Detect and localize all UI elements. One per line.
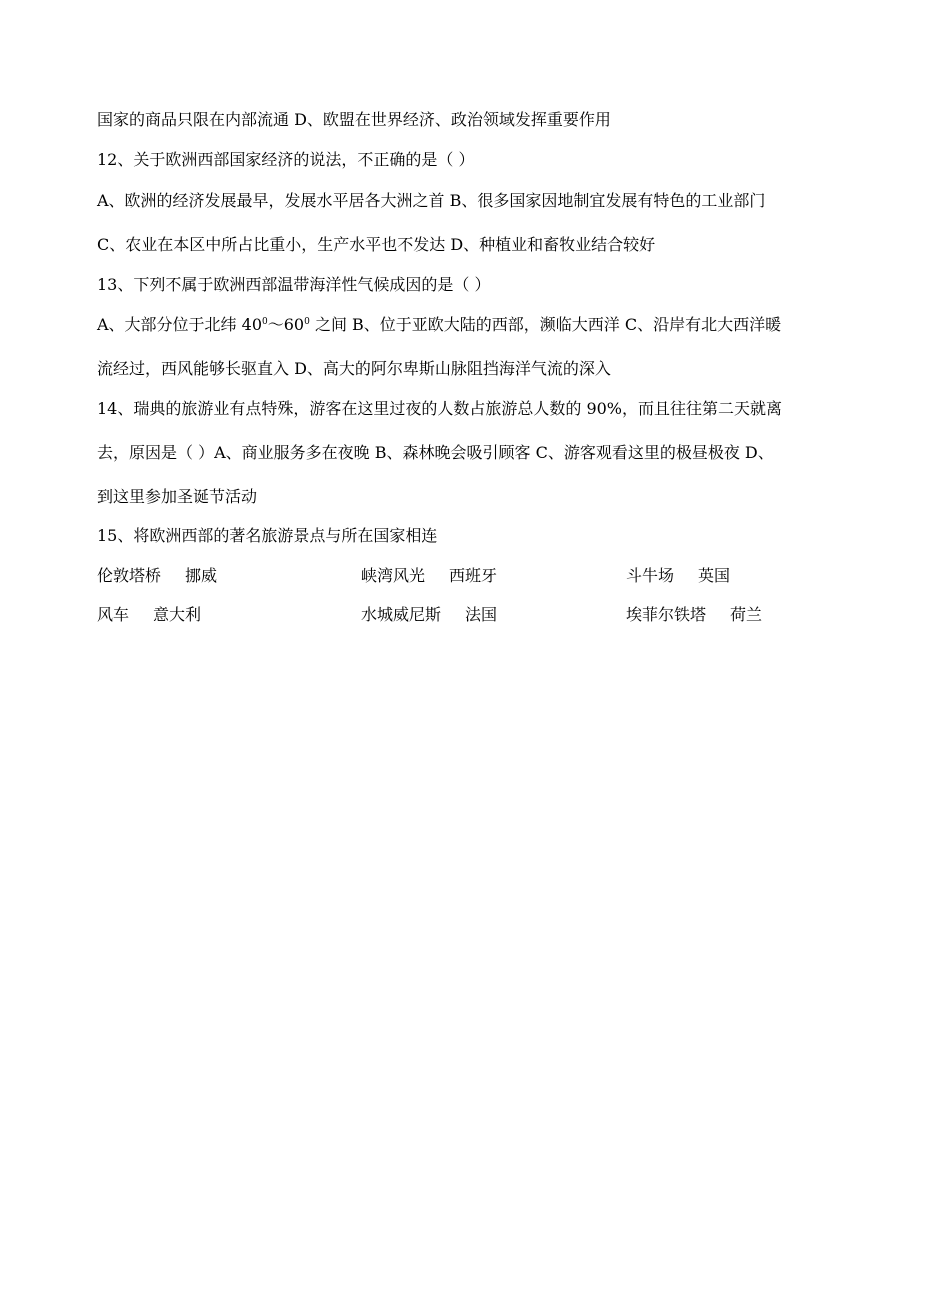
question-14-options-cont: 到这里参加圣诞节活动 <box>97 487 258 506</box>
q13-part3: 之间 B、位于亚欧大陆的西部，濒临大西洋 C、沿岸有北大西洋暖 <box>309 315 782 334</box>
match-pair <box>97 566 217 586</box>
attraction-label: 埃菲尔铁塔 <box>626 605 707 624</box>
question-13-options-line1 <box>97 315 781 335</box>
question-12-options-cd: C、农业在本区中所占比重小，生产水平也不发达 D、种植业和畜牧业结合较好 <box>97 235 656 254</box>
match-pair <box>97 605 201 625</box>
q13-part2: ～60 <box>267 315 305 334</box>
question-12-options-ab: A、欧洲的经济发展最早，发展水平居各大洲之首 B、很多国家因地制宜发展有特色的工业部门 <box>97 191 766 210</box>
country-label: 意大利 <box>153 605 202 624</box>
degree-superscript: 0 <box>304 317 310 327</box>
question-15-stem: 15、将欧洲西部的著名旅游景点与所在国家相连 <box>97 526 438 545</box>
attraction-label: 风车 <box>97 605 130 624</box>
question-14-options: 去，原因是（ ）A、商业服务多在夜晚 B、森林晚会吸引顾客 C、游客观看这里的极昼极夜 D、 <box>97 443 774 462</box>
country-label: 英国 <box>698 566 731 585</box>
country-label: 荷兰 <box>730 605 763 624</box>
match-pair <box>361 605 497 625</box>
match-pair <box>626 566 730 586</box>
match-pair <box>361 566 497 586</box>
match-pair <box>626 605 762 625</box>
country-label: 西班牙 <box>449 566 498 585</box>
country-label: 法国 <box>465 605 498 624</box>
question-13-options-line2: 流经过，西风能够长驱直入 D、高大的阿尔卑斯山脉阻挡海洋气流的深入 <box>97 359 611 378</box>
degree-superscript: 0 <box>262 317 268 327</box>
country-label: 挪威 <box>185 566 218 585</box>
attraction-label: 水城威尼斯 <box>361 605 442 624</box>
q13-part1: A、大部分位于北纬 40 <box>97 315 263 334</box>
attraction-label: 峡湾风光 <box>361 566 426 585</box>
attraction-label: 伦敦塔桥 <box>97 566 162 585</box>
question-13-stem: 13、下列不属于欧洲西部温带海洋性气候成因的是（ ） <box>97 275 491 294</box>
question-14-stem: 14、瑞典的旅游业有点特殊，游客在这里过夜的人数占旅游总人数的 90%，而且往往第二天就离 <box>97 399 783 418</box>
attraction-label: 斗牛场 <box>626 566 675 585</box>
question-12-stem: 12、关于欧洲西部国家经济的说法，不正确的是（ ） <box>97 150 475 169</box>
text-line-1: 国家的商品只限在内部流通 D、欧盟在世界经济、政治领域发挥重要作用 <box>97 110 611 129</box>
